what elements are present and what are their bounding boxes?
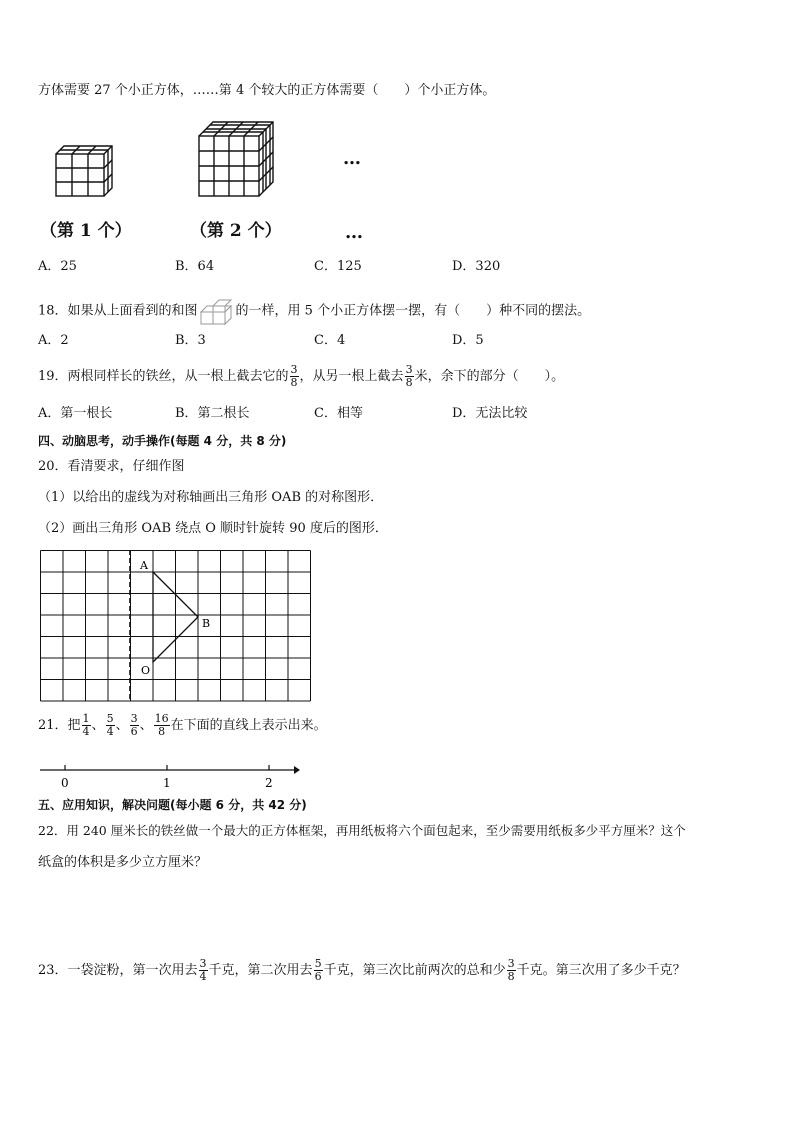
q18-option-c: C．4	[314, 333, 346, 348]
grid-figure	[40, 550, 312, 702]
q18-option-a: A．2	[38, 333, 69, 348]
q21-fraction-1	[82, 713, 91, 738]
ellipsis-bottom: …	[345, 222, 363, 243]
q21-text	[38, 713, 327, 738]
q19-fraction-2-den: 8	[405, 376, 413, 389]
q22-line2: 纸盒的体积是多少立方厘米？	[38, 855, 208, 870]
q21-separator: 、	[139, 718, 153, 733]
q23-text-b: 千克，第二次用去	[208, 963, 313, 978]
point-o-label: O	[141, 664, 151, 677]
q23-fraction-1-den: 4	[199, 970, 207, 983]
q23-text	[38, 958, 686, 983]
q19-option-d: D．无法比较	[452, 406, 528, 421]
section-4-title: 四、动脑思考，动手操作(每题 4 分，共 8 分)	[38, 434, 287, 448]
q19-option-a: A．第一根长	[38, 406, 113, 421]
tick-label-2: 2	[265, 776, 273, 790]
q23-text-d: 千克。第三次用了多少千克？	[516, 963, 686, 978]
section-5-title: 五、应用知识，解决问题(每小题 6 分，共 42 分)	[38, 798, 307, 812]
q19-text	[38, 364, 564, 389]
q19-text-a: 19．两根同样长的铁丝，从一根上截去它的	[38, 369, 289, 384]
q21-prefix: 21．把	[38, 718, 81, 733]
q19-fraction-2-num: 3	[405, 363, 413, 376]
tick-label-1: 1	[163, 776, 171, 790]
q19-text-c: 米，余下的部分（ ）。	[414, 369, 565, 384]
q20-sub2: （2）画出三角形 OAB 绕点 O 顺时针旋转 90 度后的图形．	[38, 521, 388, 536]
q19-fraction-1-den: 8	[290, 376, 298, 389]
q21-fraction-3-num: 3	[130, 712, 138, 725]
q17-option-d: D．320	[452, 259, 501, 274]
q21-fraction-1-den: 4	[82, 725, 90, 738]
q18-option-d: D．5	[452, 333, 484, 348]
figure-2-label: （第 2 个）	[190, 221, 282, 241]
q23-fraction-3	[507, 958, 516, 983]
q21-fraction-3-den: 6	[130, 725, 138, 738]
q21-fraction-2	[106, 713, 115, 738]
tick-label-0: 0	[61, 776, 69, 790]
q22-line1: 22．用 240 厘米长的铁丝做一个最大的正方体框架，再用纸板将六个面包起来，至少需要用纸板多少平方厘米？这个	[38, 823, 686, 838]
q17-option-b: B．64	[175, 259, 215, 274]
cube-figure-1	[48, 140, 114, 200]
q21-fraction-4-den: 8	[158, 725, 166, 738]
q21-fraction-4	[154, 713, 170, 738]
cube-figure-2	[195, 118, 277, 200]
q18-text	[38, 296, 590, 326]
q21-fraction-3	[130, 713, 139, 738]
q23-fraction-3-num: 3	[507, 957, 515, 970]
number-line	[38, 762, 302, 792]
q23-text-c: 千克，第三次比前两次的总和少	[323, 963, 506, 978]
q19-fraction-1	[290, 364, 299, 389]
q23-fraction-2-num: 5	[314, 957, 322, 970]
point-b-label: B	[202, 617, 211, 630]
q21-fraction-4-num: 16	[154, 712, 169, 725]
q23-text-a: 23．一袋淀粉，第一次用去	[38, 963, 198, 978]
figure-1-label: （第 1 个）	[40, 221, 132, 241]
q23-fraction-2-den: 6	[314, 970, 322, 983]
q19-text-b: ，从另一根上截去	[299, 369, 404, 384]
q23-fraction-1	[199, 958, 208, 983]
q23-fraction-1-num: 3	[199, 957, 207, 970]
q23-fraction-3-den: 8	[507, 970, 515, 983]
q19-option-c: C．相等	[314, 406, 363, 421]
top-view-figure	[199, 296, 235, 326]
q19-option-b: B．第二根长	[175, 406, 250, 421]
q20-sub1: （1）以给出的虚线为对称轴画出三角形 OAB 的对称图形．	[38, 490, 384, 505]
q19-fraction-2	[405, 364, 414, 389]
q18-text-after: 的一样，用 5 个小正方体摆一摆，有（ ）种不同的摆法。	[235, 303, 591, 319]
point-a-label: A	[140, 559, 148, 572]
ellipsis-top: …	[343, 148, 361, 169]
q21-fraction-2-den: 4	[106, 725, 114, 738]
q21-separator: 、	[115, 718, 129, 733]
q18-option-b: B．3	[175, 333, 206, 348]
q23-fraction-2	[314, 958, 323, 983]
q17-text: 方体需要 27 个小正方体，……第 4 个较大的正方体需要（ ）个小正方体。	[38, 83, 496, 98]
q21-suffix: 在下面的直线上表示出来。	[170, 718, 327, 733]
q21-separator: 、	[91, 718, 105, 733]
q18-text-before: 18．如果从上面看到的和图	[38, 303, 198, 319]
q21-fraction-1-num: 1	[82, 712, 90, 725]
q17-option-a: A．25	[38, 259, 77, 274]
q19-fraction-1-num: 3	[290, 363, 298, 376]
q17-option-c: C．125	[314, 259, 362, 274]
q20-text: 20．看清要求，仔细作图	[38, 459, 185, 474]
q21-fraction-2-num: 5	[106, 712, 114, 725]
